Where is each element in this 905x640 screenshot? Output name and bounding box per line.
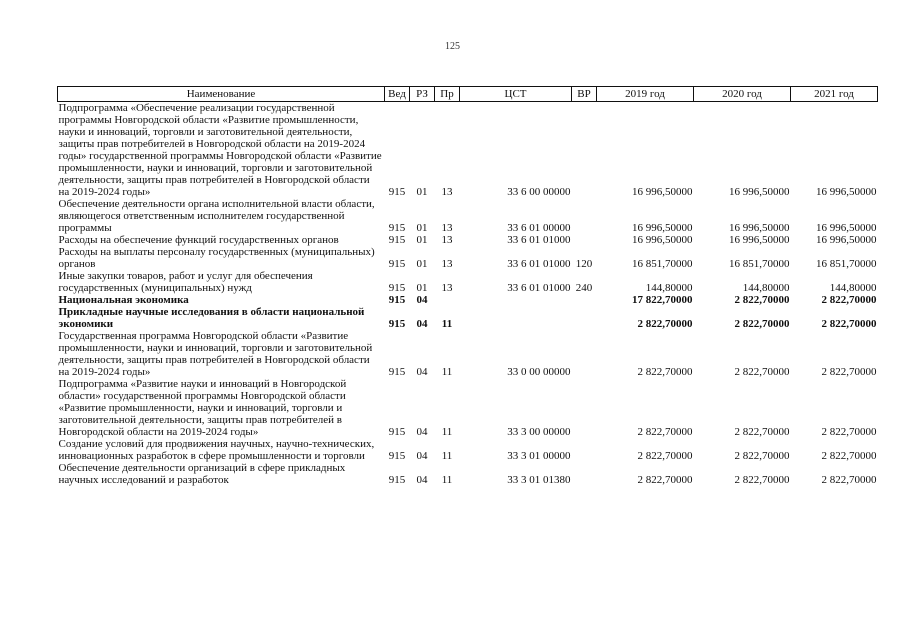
cell-2020: 2 822,70000: [734, 474, 790, 486]
cell-ved: 915: [388, 426, 406, 438]
cell-rz: 01: [416, 222, 428, 234]
budget-table: [57, 86, 878, 486]
table-header-row: [58, 87, 878, 102]
header-pr: Пр: [435, 87, 460, 102]
cell-2020: 16 996,50000: [729, 222, 790, 234]
cell-cst: 33 6 01 01000: [507, 258, 571, 270]
cell-2020: 144,80000: [742, 282, 790, 294]
cell-name: Подпрограмма «Обеспечение реализации государственной программы Новгородской области «Развитие промышленности, науки и инноваций, торговли и заготовительной деятельности, защиты прав потребителей в Новгородской области на 2019-2024 годы» государственной программы Новгородской области «Развитие промышленности, науки и инноваций, торговли и заготовительной деятельности, защиты прав потребителей в Новгородской области на 2019-2024 годы»: [58, 102, 382, 198]
header-2020: 2020 год: [694, 87, 791, 102]
cell-name: Обеспечение деятельности органа исполнительной власти области, являющегося ответственным исполнителем государственной программы: [58, 198, 375, 234]
cell-name: Обеспечение деятельности организаций в сфере прикладных научных исследований и разработок: [58, 462, 346, 486]
header-rz: РЗ: [410, 87, 435, 102]
cell-ved: 915: [388, 450, 406, 462]
cell-2020: 16 996,50000: [729, 186, 790, 198]
cell-rz: 01: [416, 282, 428, 294]
table-row: [58, 198, 878, 234]
cell-pr: 11: [441, 318, 453, 330]
cell-2019: 16 996,50000: [632, 186, 693, 198]
cell-name: Государственная программа Новгородской области «Развитие промышленности, науки и инноваций, торговли и заготовительной деятельности, защиты прав потребителей в Новгородской области на 2019-2024 годы»: [58, 330, 373, 378]
cell-pr: 11: [441, 450, 453, 462]
cell-vr: [572, 234, 597, 246]
cell-vr: 240: [575, 282, 593, 294]
table-row: [58, 330, 878, 378]
cell-pr: 13: [441, 258, 453, 270]
cell-2021: 2 822,70000: [821, 318, 877, 330]
cell-cst: 33 3 01 00000: [507, 450, 571, 462]
cell-2019: 2 822,70000: [637, 318, 693, 330]
cell-2021: 2 822,70000: [821, 366, 877, 378]
cell-ved: 915: [388, 234, 406, 246]
cell-vr: [572, 378, 597, 438]
cell-cst: 33 3 00 00000: [507, 426, 571, 438]
cell-2019: 16 851,70000: [632, 258, 693, 270]
cell-2019: 17 822,70000: [632, 294, 693, 306]
page-number: 125: [445, 41, 460, 52]
cell-vr: [572, 462, 597, 486]
cell-2019: 2 822,70000: [637, 366, 693, 378]
cell-2019: 2 822,70000: [637, 474, 693, 486]
cell-rz: 01: [416, 186, 428, 198]
table-row: [58, 378, 878, 438]
cell-cst: 33 6 00 00000: [507, 186, 571, 198]
cell-name: Национальная экономика: [58, 294, 189, 306]
cell-cst: [460, 306, 572, 330]
cell-vr: [572, 294, 597, 306]
header-ved: Вед: [385, 87, 410, 102]
cell-2020: 2 822,70000: [734, 426, 790, 438]
cell-cst: 33 6 01 01000: [507, 282, 571, 294]
cell-pr: 13: [441, 234, 453, 246]
cell-2021: 2 822,70000: [821, 450, 877, 462]
cell-name: Иные закупки товаров, работ и услуг для обеспечения государственных (муниципальных) нужд: [58, 270, 313, 294]
table-row: [58, 294, 878, 306]
cell-pr: 11: [441, 426, 453, 438]
cell-vr: [572, 438, 597, 462]
header-name: Наименование: [58, 87, 385, 102]
cell-ved: 915: [388, 222, 406, 234]
cell-vr: [572, 330, 597, 378]
cell-rz: 04: [416, 294, 428, 306]
cell-vr: [572, 102, 597, 199]
cell-ved: 915: [388, 294, 406, 306]
cell-2020: 2 822,70000: [734, 294, 790, 306]
cell-name: Подпрограмма «Развитие науки и инноваций в Новгородской области» государственной программы Новгородской области «Развитие промышленности, науки и инноваций, торговли и заготовительной деятельности, защиты прав потребителей в Новгородской области на 2019-2024 годы»: [58, 378, 347, 438]
cell-pr: 11: [441, 474, 453, 486]
cell-2021: 2 822,70000: [821, 474, 877, 486]
cell-rz: 01: [416, 234, 428, 246]
cell-rz: 04: [416, 450, 428, 462]
cell-name: Расходы на обеспечение функций государственных органов: [58, 234, 339, 246]
cell-rz: 04: [416, 426, 428, 438]
cell-ved: 915: [388, 366, 406, 378]
cell-2019: 16 996,50000: [632, 222, 693, 234]
cell-cst: 33 6 01 00000: [507, 222, 571, 234]
cell-cst: 33 6 01 01000: [507, 234, 571, 246]
cell-pr: 11: [441, 366, 453, 378]
cell-cst: 33 3 01 01380: [507, 474, 571, 486]
cell-2021: 2 822,70000: [821, 426, 877, 438]
cell-2021: 144,80000: [829, 282, 877, 294]
cell-pr: 13: [441, 282, 453, 294]
cell-rz: 04: [416, 318, 428, 330]
cell-ved: 915: [388, 282, 406, 294]
cell-ved: 915: [388, 186, 406, 198]
cell-2021: 16 996,50000: [816, 234, 877, 246]
cell-rz: 01: [416, 258, 428, 270]
table-row: [58, 438, 878, 462]
cell-2019: 2 822,70000: [637, 426, 693, 438]
header-2021: 2021 год: [791, 87, 878, 102]
cell-vr: [572, 198, 597, 234]
cell-cst: 33 0 00 00000: [507, 366, 571, 378]
header-2019: 2019 год: [597, 87, 694, 102]
cell-pr: 13: [441, 186, 453, 198]
table-row: [58, 306, 878, 330]
cell-2020: 2 822,70000: [734, 318, 790, 330]
cell-2021: 16 996,50000: [816, 222, 877, 234]
cell-2020: 16 996,50000: [729, 234, 790, 246]
cell-ved: 915: [388, 318, 406, 330]
cell-rz: 04: [416, 366, 428, 378]
cell-name: Прикладные научные исследования в области национальной экономики: [58, 306, 365, 330]
cell-2019: 144,80000: [645, 282, 693, 294]
cell-ved: 915: [388, 474, 406, 486]
cell-cst: [460, 294, 572, 306]
cell-2021: 16 996,50000: [816, 186, 877, 198]
cell-vr: [572, 306, 597, 330]
cell-2020: 16 851,70000: [729, 258, 790, 270]
table-row: [58, 234, 878, 246]
cell-pr: [435, 294, 460, 306]
table-row: [58, 270, 878, 294]
cell-name: Создание условий для продвижения научных, научно-технических, инновационных разработок в сфере промышленности и торговли: [58, 438, 375, 462]
cell-2019: 2 822,70000: [637, 450, 693, 462]
table-body: [58, 102, 878, 487]
table-row: [58, 102, 878, 199]
header-vr: ВР: [572, 87, 597, 102]
cell-vr: 120: [575, 258, 593, 270]
cell-pr: 13: [441, 222, 453, 234]
header-cst: ЦСТ: [460, 87, 572, 102]
table-row: [58, 462, 878, 486]
cell-rz: 04: [416, 474, 428, 486]
cell-2019: 16 996,50000: [632, 234, 693, 246]
cell-2020: 2 822,70000: [734, 450, 790, 462]
cell-ved: 915: [388, 258, 406, 270]
cell-name: Расходы на выплаты персоналу государственных (муниципальных) органов: [58, 246, 375, 270]
table-row: [58, 246, 878, 270]
cell-2020: 2 822,70000: [734, 366, 790, 378]
cell-2021: 16 851,70000: [816, 258, 877, 270]
cell-2021: 2 822,70000: [821, 294, 877, 306]
